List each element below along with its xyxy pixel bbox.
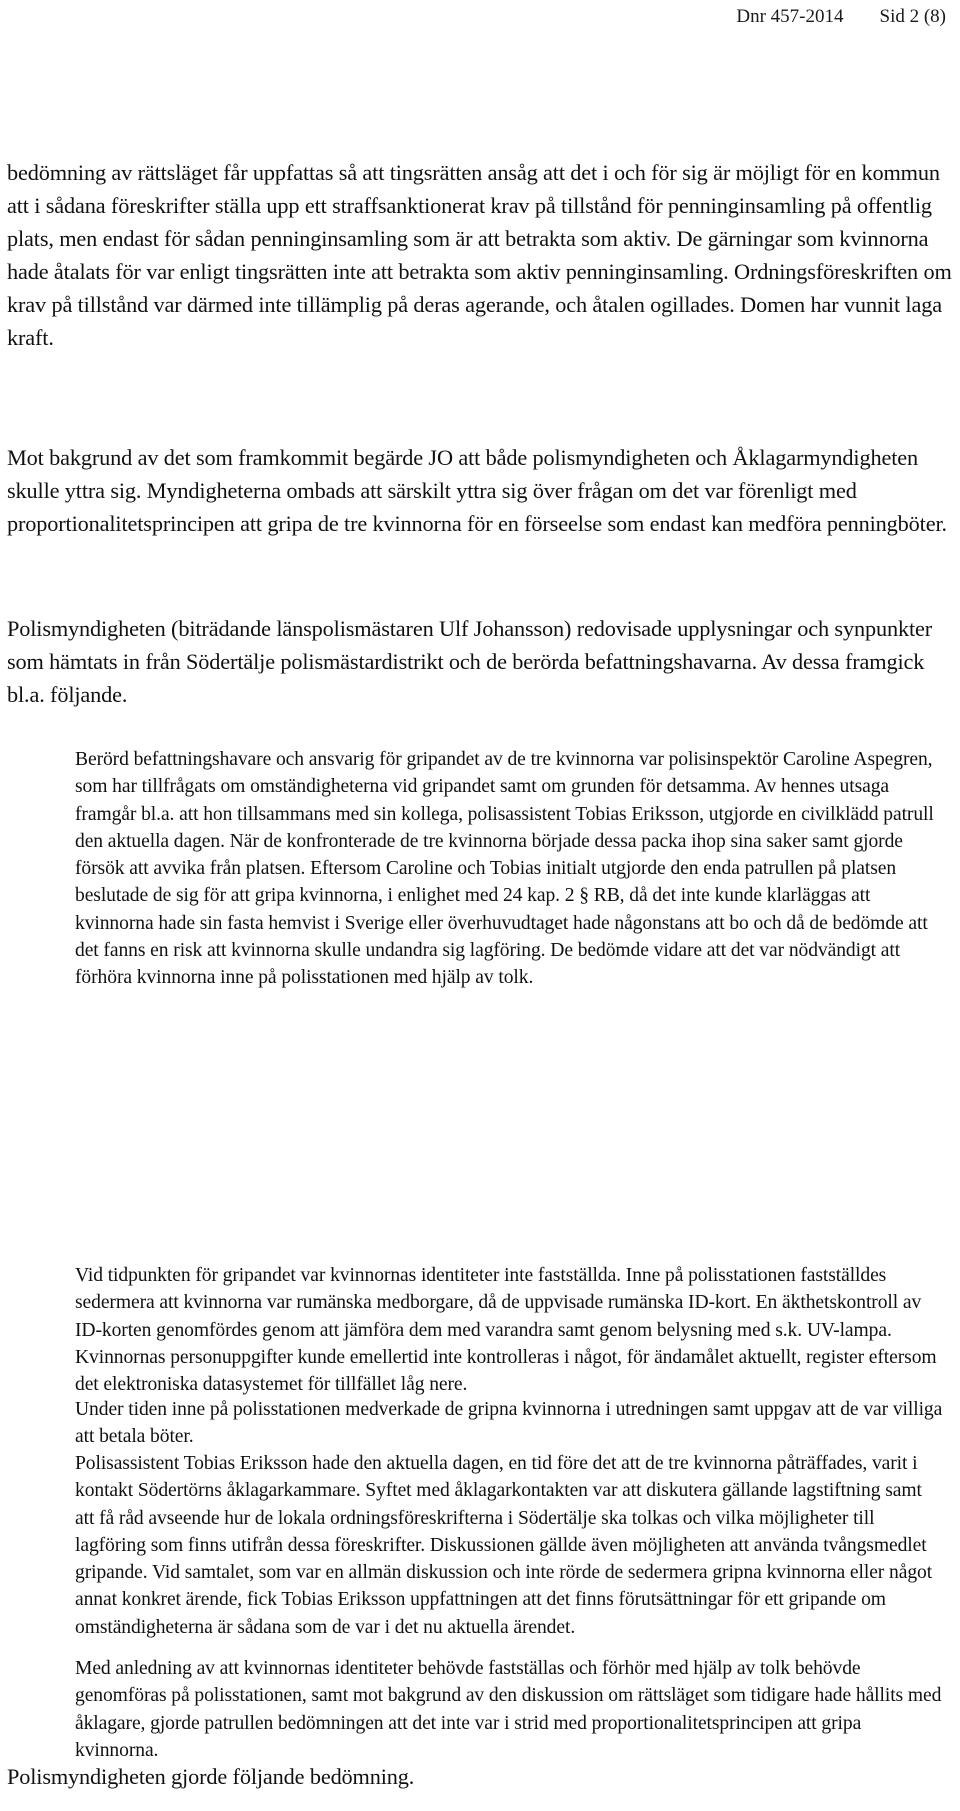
body-paragraph: Polismyndigheten (biträdande länspolismästaren Ulf Johansson) redovisade upplysningar och synpunkter som hämtats in från Södertälje polismästardistrikt och de berörda befattningshavarna. Av dessa framgick bl.a. följande. [7,616,933,707]
page-header [736,4,946,30]
page-number: Sid 2 (8) [879,6,946,27]
quoted-paragraph: Med anledning av att kvinnornas identiteter behövde fastställas och förhör med hjälp av tolk behövde genomföras på polisstationen, samt mot bakgrund av den diskussion om rättsläget som tidigare hade hållits med åklagare, gjorde patrullen bedömningen att det inte var i strid med proportionalitetsprincipen att gripa kvinnorna. [75,1658,942,1761]
quoted-paragraph: Polisassistent Tobias Eriksson hade den aktuella dagen, en tid före det att de tre kvinnorna påträffades, varit i kontakt Södertörns åklagarkammare. Syftet med åklagarkontakten var att diskutera gällande lagstiftning samt att få råd avseende hur de lokala ordningsföreskrifterna i Södertälje ska tolkas och vilka möjligheter till lagföring som finns utifrån dessa föreskrifter. Diskussionen gällde även möjligheten att använda tvångsmedlet gripande. Vid samtalet, som var en allmän diskussion och inte rörde de sedermera gripna kvinnorna eller något annat konkret ärende, fick Tobias Eriksson uppfattningen att det finns förutsättningar för ett gripande om omständigheterna är sådana som de var i det nu aktuella ärendet. [75,1453,933,1638]
case-number: Dnr 457-2014 [736,6,844,27]
quoted-paragraph: Berörd befattningshavare och ansvarig för gripandet av de tre kvinnorna var polisinspektör Caroline Aspegren, som har tillfrågats om omständigheterna vid gripandet samt om grunden för detsamma. Av hennes utsaga framgår bl.a. att hon tillsammans med sin kollega, polisassistent Tobias Eriksson, utgjorde en civilklädd patrull den aktuella dagen. När de konfronterade de tre kvinnorna började dessa packa ihop sina saker samt gjorde försök att avvika från platsen. Eftersom Caroline och Tobias initialt utgjorde den enda patrullen på platsen beslutade de sig för att gripa kvinnorna, i enlighet med 24 kap. 2 § RB, då det inte kunde klarläggas att kvinnorna hade sin fasta hemvist i Sverige eller överhuvudtaget hade någonstans att bo och då de bedömde att det fanns en risk att kvinnorna skulle undandra sig lagföring. De bedömde vidare att det var nödvändigt att förhöra kvinnorna inne på polisstationen med hjälp av tolk. [75,749,934,989]
quoted-paragraph: Vid tidpunkten för gripandet var kvinnornas identiteter inte fastställda. Inne på polisstationen fastställdes sedermera att kvinnorna var rumänska medborgare, då de uppvisade rumänska ID-kort. En äkthetskontroll av ID-korten genomfördes genom att jämföra dem med varandra samt genom belysning med s.k. UV-lampa. Kvinnornas personuppgifter kunde emellertid inte kontrolleras i något, för ändamålet aktuellt, register eftersom det elektroniska datasystemet för tillfället låg nere. [75,1265,937,1396]
closing-paragraph: Polismyndigheten gjorde följande bedömning. [7,1764,415,1789]
quoted-paragraph: Under tiden inne på polisstationen medverkade de gripna kvinnorna i utredningen samt uppgav att de var villiga att betala böter. [75,1399,943,1448]
body-paragraph: bedömning av rättsläget får uppfattas så att tingsrätten ansåg att det i och för sig är möjligt för en kommun att i sådana föreskrifter ställa upp ett straffsanktionerat krav på tillstånd för penninginsamling på offentlig plats, men endast för sådan penninginsamling som är att betrakta som aktiv. De gärningar som kvinnorna hade åtalats för var enligt tingsrätten inte att betrakta som aktiv penninginsamling. Ordningsföreskriften om krav på tillstånd var därmed inte tillämplig på deras agerande, och åtalen ogillades. Domen har vunnit laga kraft. [7,160,952,350]
body-paragraph: Mot bakgrund av det som framkommit begärde JO att både polismyndigheten och Åklagarmyndigheten skulle yttra sig. Myndigheterna ombads att särskilt yttra sig över frågan om det var förenligt med proportionalitetsprincipen att gripa de tre kvinnorna för en förseelse som endast kan medföra penningböter. [7,445,947,536]
